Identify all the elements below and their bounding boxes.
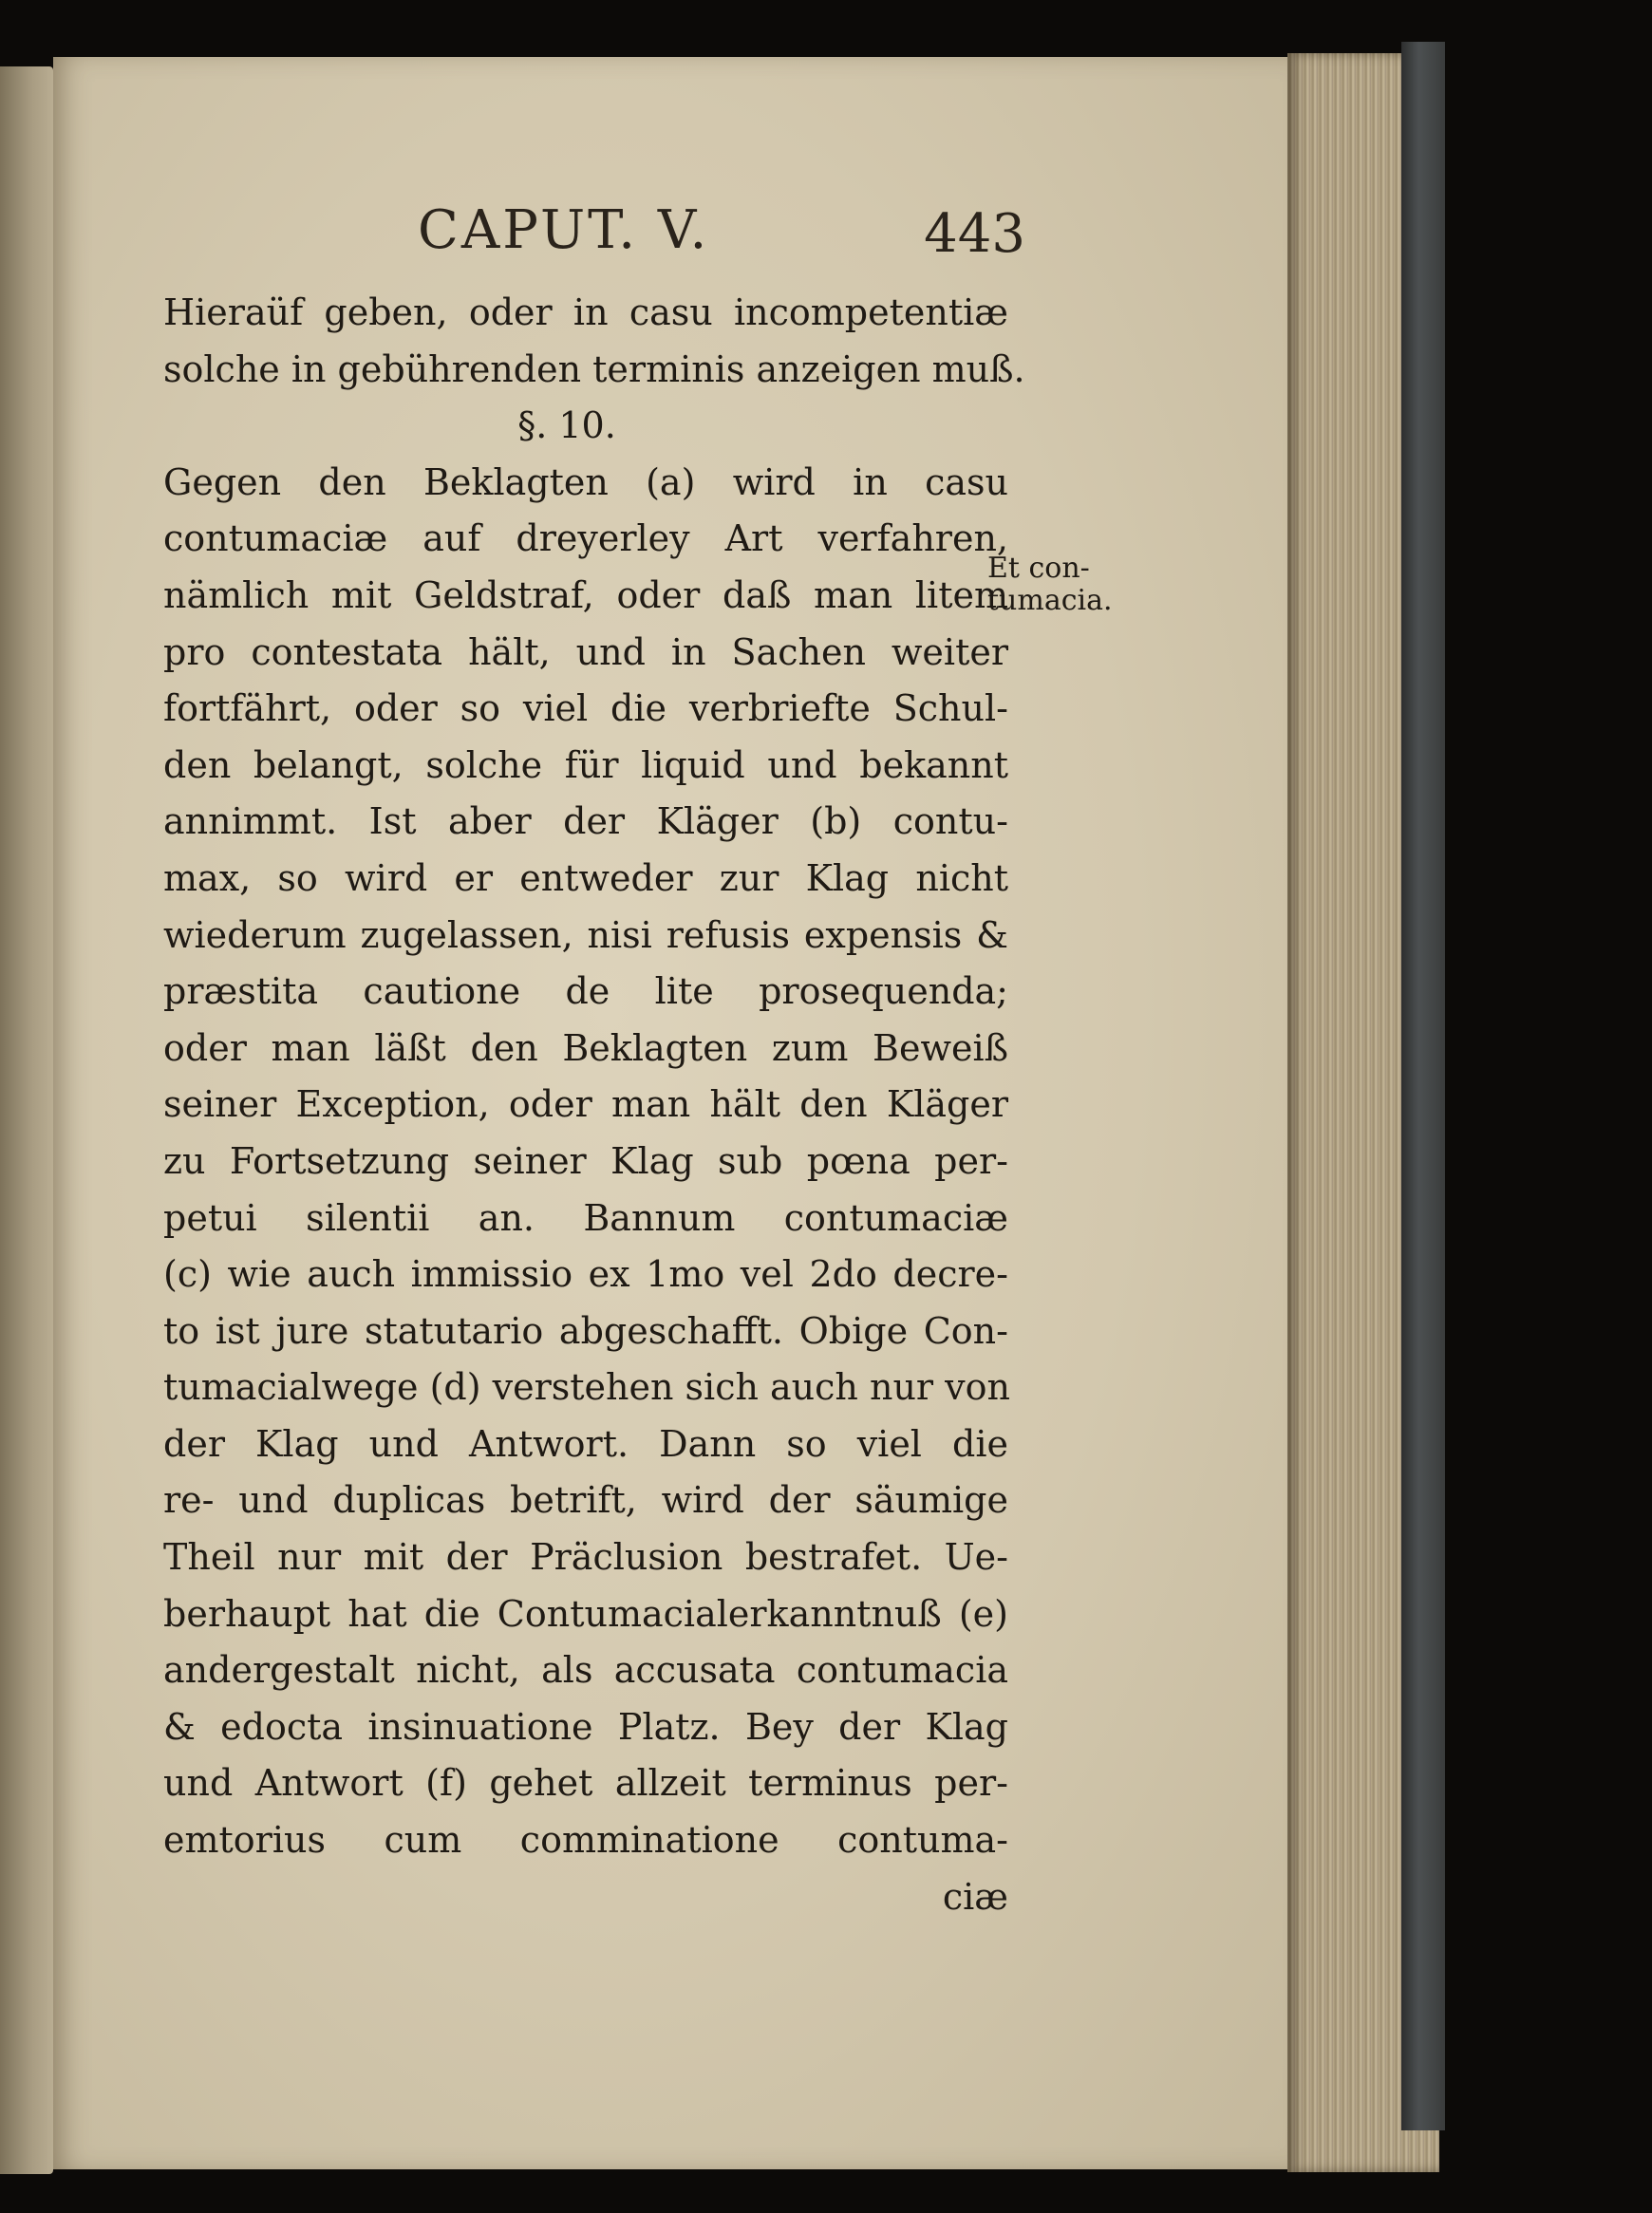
text-line: pro contestata hält, und in Sachen weiter [163, 630, 1008, 673]
text-line: (c) wie auch immissio ex 1mo vel 2do decre- [163, 1253, 1008, 1296]
page-number: 443 [924, 203, 1025, 265]
text-line: emtorius cum comminatione contuma- [163, 1819, 1008, 1862]
text-line: wiederum zugelassen, nisi refusis expensis & [163, 913, 1008, 956]
text-line: nämlich mit Geldstraf, oder daß man litem [163, 573, 1008, 616]
text-line: und Antwort (f) gehet allzeit terminus per- [163, 1762, 1008, 1805]
text-line: annimmt. Ist aber der Kläger (b) contu- [163, 800, 1008, 843]
text-line: re- und duplicas betrift, wird der säumige [163, 1479, 1008, 1522]
text-line: zu Fortsetzung seiner Klag sub pœna per- [163, 1139, 1008, 1182]
text-line: contumaciæ auf dreyerley Art verfahren, [163, 517, 1008, 560]
text-line: berhaupt hat die Contumacialerkanntnuß (e) [163, 1592, 1008, 1635]
text-line: Gegen den Beklagten (a) wird in casu [163, 460, 1008, 503]
text-line: andergestalt nicht, als accusata contumacia [163, 1649, 1008, 1692]
text-line: der Klag und Antwort. Dann so viel die [163, 1422, 1008, 1465]
running-head: CAPUT. V. [418, 199, 710, 261]
catchword: ciæ [942, 1875, 1008, 1918]
marginal-note-line: Et con- [987, 552, 1090, 585]
text-line: præstita cautione de lite prosequenda; [163, 970, 1008, 1013]
body-text [163, 285, 1025, 1925]
text-line: seiner Exception, oder man hält den Kläger [163, 1083, 1008, 1126]
text-line: tumacialwege (d) verstehen sich auch nur von [163, 1366, 1010, 1409]
marginal-note-line: tumacia. [987, 584, 1113, 617]
section-heading: §. 10. [517, 404, 616, 447]
text-line: Hieraüf geben, oder in casu incompetentiæ [163, 291, 1008, 333]
text-line: petui silentii an. Bannum contumaciæ [163, 1196, 1008, 1239]
text-line: solche in gebührenden terminis anzeigen muß. [163, 347, 1025, 390]
text-line: & edocta insinuatione Platz. Bey der Klag [163, 1705, 1008, 1748]
marginal-note [987, 553, 1130, 617]
text-line: Theil nur mit der Präclusion bestrafet. Ue- [163, 1536, 1008, 1579]
text-line: oder man läßt den Beklagten zum Beweiß [163, 1026, 1008, 1069]
text-line: fortfährt, oder so viel die verbriefte Schul- [163, 687, 1008, 730]
page-header [418, 199, 1025, 275]
text-line: to ist jure statutario abgeschafft. Obige Con- [163, 1309, 1008, 1352]
facing-page-edge [0, 66, 53, 2174]
text-line: den belangt, solche für liquid und bekannt [163, 743, 1008, 786]
book-cover [1401, 42, 1445, 2130]
text-line: max, so wird er entweder zur Klag nicht [163, 856, 1008, 899]
